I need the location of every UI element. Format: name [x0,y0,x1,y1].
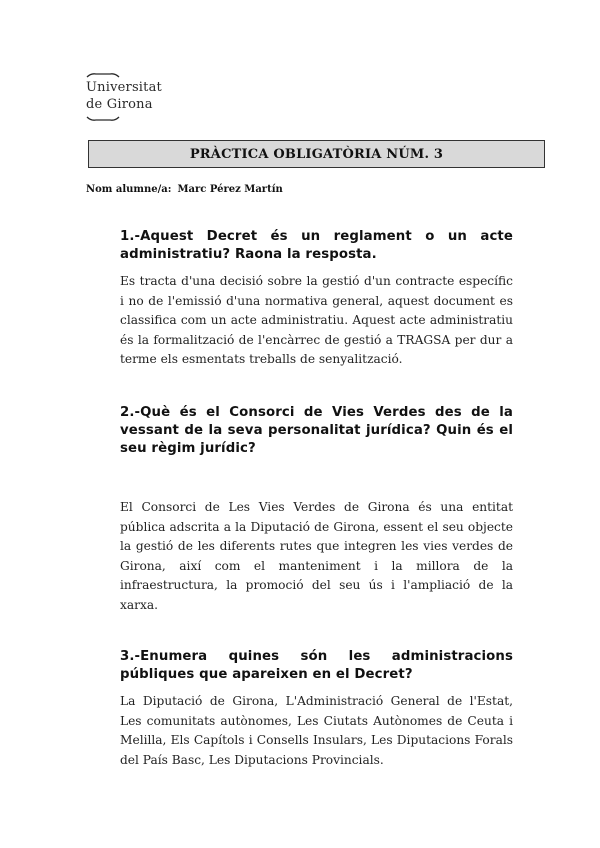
question-2: 2.-Què és el Consorci de Vies Verdes des de la vessant de la seva personalitat jurídica? Quin és el seu règim jurídic? [120,405,513,456]
answer-2: El Consorci de Les Vies Verdes de Girona és una entitat pública adscrita a la Diputació de Girona, essent el seu objecte la gestió de les diferents rutes que integren les vies verdes de Girona, així com el manteniment i la millora de la infraestructura, la promoció del seu ús i l'ampliació de la xarxa. [120,500,513,612]
logo-bottom-bracket-icon [86,116,120,122]
student-name: Marc Pérez Martín [177,184,283,195]
question-1: 1.-Aquest Decret és un reglament o un acte administratiu? Raona la resposta. [120,229,513,262]
logo-line-2: de Girona [86,97,153,112]
question-3: 3.-Enumera quines són les administracions públiques que apareixen en el Decret? [120,649,513,682]
logo-line-1: Universitat [86,80,162,95]
answer-3: La Diputació de Girona, L'Administració General de l'Estat, Les comunitats autònomes, Les Ciutats Autònomes de Ceuta i Melilla, Els Capítols i Consells Insulars, Les Diputacions Forals del País Basc, Les Diputacions Provincials. [120,694,513,767]
student-label: Nom alumne/a: [86,184,172,195]
logo-top-bracket-icon [86,72,120,78]
practice-title-box [88,140,545,168]
answer-1: Es tracta d'una decisió sobre la gestió d'un contracte específic i no de l'emissió d'una normativa general, aquest document es classifica com un acte administratiu. Aquest acte administratiu és la formalització de l'encàrrec de gestió a TRAGSA per dur a terme els esmentats treballs de senyalització. [120,274,513,366]
page-title: PRÀCTICA OBLIGATÒRIA NÚM. 3 [189,146,444,162]
student-line [86,184,283,195]
university-logo [86,72,176,124]
